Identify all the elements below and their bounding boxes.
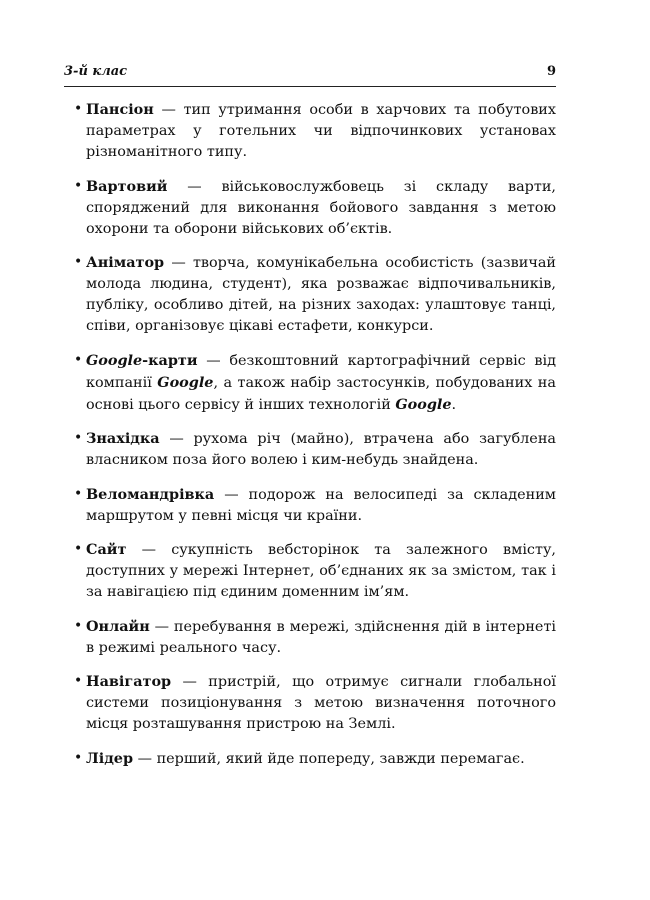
bullet-icon: • bbox=[74, 749, 83, 766]
entry-dash: — bbox=[153, 102, 184, 118]
glossary-entry-znakhidka bbox=[74, 428, 556, 471]
running-title: 3-й клас bbox=[64, 64, 128, 79]
entry-term bbox=[86, 352, 198, 369]
glossary-entry-pansion bbox=[74, 99, 556, 163]
entry-definition: подорож на велосипеді за складеним маршрутом у певні місця чи країни. bbox=[86, 486, 556, 524]
entry-dash: — bbox=[197, 352, 230, 369]
entry-term: Знахідка bbox=[86, 430, 160, 447]
glossary-entry-onlain bbox=[74, 616, 556, 659]
entry-definition: тип утримання особи в харчових та побутових параметрах у готельних чи відпочинкових установах різноманітного типу. bbox=[86, 102, 557, 160]
entry-definition: рухома річ (майно), втрачена або загублена власником поза його волею і ким-небудь знайдена. bbox=[86, 431, 556, 468]
entry-term: Пансіон bbox=[86, 101, 154, 118]
definition-brand: Google bbox=[395, 395, 452, 413]
bullet-icon: • bbox=[74, 254, 83, 270]
entry-term-suffix: -карти bbox=[142, 351, 198, 369]
bullet-icon: • bbox=[74, 485, 83, 502]
page-header bbox=[64, 62, 556, 87]
entry-dash: — bbox=[214, 486, 249, 503]
entry-term: Навігатор bbox=[86, 673, 172, 690]
bullet-icon: • bbox=[74, 177, 83, 194]
entry-term: Лідер bbox=[86, 749, 134, 767]
glossary-entry-vartovyi bbox=[74, 176, 556, 240]
glossary-entry-animator bbox=[74, 252, 556, 337]
entry-definition: військовослужбовець зі складу варти, споряджений для виконання бойового завдання з метою охорони та оборони військових об’єктів. bbox=[86, 178, 556, 237]
entry-term: Аніматор bbox=[86, 254, 165, 271]
entry-term: Веломандрівка bbox=[86, 485, 215, 503]
entry-dash: — bbox=[126, 542, 172, 558]
glossary-entry-velomandrivka bbox=[74, 484, 556, 527]
entry-term-brand: Google bbox=[86, 351, 143, 369]
page-number: 9 bbox=[546, 64, 556, 79]
definition-part: , а також набір застосунків, побудованих на основі цього сервісу й інших технологій bbox=[86, 374, 556, 413]
entry-definition: перебування в мережі, здійснення дій в інтернеті в режимі реального часу. bbox=[86, 618, 557, 656]
entry-dash: — bbox=[171, 674, 209, 690]
bullet-icon: • bbox=[74, 101, 83, 117]
bullet-icon: • bbox=[74, 351, 83, 368]
entry-dash: — bbox=[159, 431, 194, 447]
bullet-icon: • bbox=[74, 617, 83, 634]
entry-dash: — bbox=[133, 750, 157, 767]
bullet-icon: • bbox=[74, 430, 83, 446]
bullet-icon: • bbox=[74, 673, 83, 689]
entry-term: Онлайн bbox=[86, 617, 150, 635]
definition-part: . bbox=[451, 396, 457, 413]
entry-definition: перший, який йде попереду, завжди перемагає. bbox=[156, 750, 525, 767]
glossary-entry-google-maps bbox=[74, 350, 556, 416]
entry-definition: пристрій, що отримує сигнали глобальної системи позиціонування з метою визначення поточного місця розташування пристрою на Землі. bbox=[86, 674, 556, 732]
entry-term: Сайт bbox=[86, 541, 127, 558]
entry-definition: творча, комунікабельна особистість (зазвичай молода людина, студент), яка розважає відпочивальників, публіку, особливо дітей, на різних заходах: улаштовує танці, співи, організовує цікаві естафети, конкурси. bbox=[86, 255, 557, 334]
entry-definition: сукупність вебсторінок та залежного вмісту, доступних у мережі Інтернет, об’єднаних як за змістом, так і за навігацією під єдиним доменним ім’ям. bbox=[86, 542, 556, 600]
glossary-list bbox=[74, 99, 556, 782]
definition-part: безкоштовний картографічний сервіс від компанії bbox=[86, 352, 556, 391]
entry-dash: — bbox=[167, 178, 222, 195]
entry-term: Вартовий bbox=[86, 177, 168, 195]
definition-brand: Google bbox=[157, 373, 214, 391]
glossary-entry-sait bbox=[74, 539, 556, 603]
glossary-entry-navihator bbox=[74, 671, 556, 735]
entry-dash: — bbox=[149, 618, 174, 635]
glossary-entry-lider bbox=[74, 748, 556, 770]
entry-dash: — bbox=[164, 255, 193, 271]
bullet-icon: • bbox=[74, 541, 83, 557]
